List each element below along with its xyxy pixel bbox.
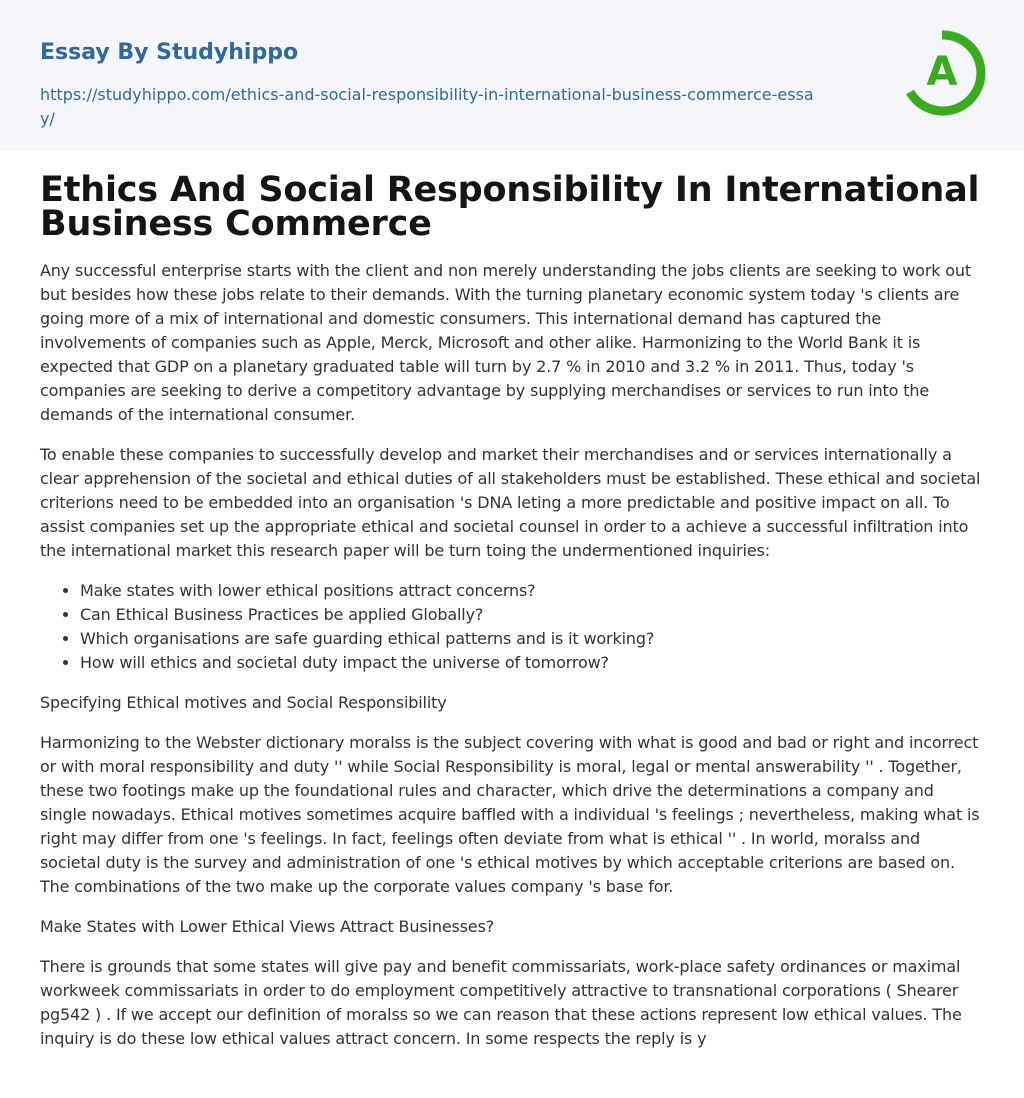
studyhippo-logo-icon <box>898 29 986 117</box>
paragraph-stakeholders: To enable these companies to successfully develop and market their merchandises and or services internationally a clear apprehension of the societal and ethical duties of all stakeholders must be established. These ethical and societal criterions need to be embedded into an organisation 's DNA leting a more predictable and positive impact on all. To assist companies set up the appropriate ethical and societal counsel in order to a achieve a successful infiltration into the international market this research paper will be turn toing the undermentioned inquiries: <box>40 445 981 560</box>
list-item: • Which organisations are safe guarding ethical patterns and is it working? <box>80 627 984 651</box>
paragraph-grounds: There is grounds that some states will give pay and benefit commissariats, work-place safety ordinances or maximal workweek commissariats in order to do employment competitively attractive to transnational corporations ( Shearer pg542 ) . If we accept our definition of moralss so we can reason that these actions represent low ethical values. The inquiry is do these low ethical values attract concern. In some respects the reply is y <box>40 957 962 1048</box>
section-heading-states: Make States with Lower Ethical Views Attract Businesses? <box>40 917 495 936</box>
inquiry-list <box>40 579 984 675</box>
list-item: • Can Ethical Business Practices be applied Globally? <box>80 603 984 627</box>
section-heading-ethics: Specifying Ethical motives and Social Responsibility <box>40 693 447 712</box>
article-content <box>0 170 1024 1051</box>
paragraph-intro: Any successful enterprise starts with the client and non merely understanding the jobs clients are seeking to work out but besides how these jobs relate to their demands. With the turning planetary economic system today 's clients are going more of a mix of international and domestic consumers. This international demand has captured the involvements of companies such as Apple, Merck, Microsoft and other alike. Harmonizing to the World Bank it is expected that GDP on a planetary graduated table will turn by 2.7 % in 2010 and 3.2 % in 2011. Thus, today 's companies are seeking to derive a competitory advantage by supplying merchandises or services to run into the demands of the international consumer. <box>40 261 972 424</box>
essay-url-link[interactable]: https://studyhippo.com/ethics-and-social-responsibility-in-international-business-commerce-essay/ <box>40 85 814 128</box>
site-header <box>0 0 1024 150</box>
article-title: Ethics And Social Responsibility In International Business Commerce <box>40 170 980 244</box>
list-item: • How will ethics and societal duty impact the universe of tomorrow? <box>80 651 984 675</box>
svg-text:A: A <box>926 49 958 95</box>
list-item: • Make states with lower ethical positions attract concerns? <box>80 579 984 603</box>
paragraph-definitions: Harmonizing to the Webster dictionary moralss is the subject covering with what is good and bad or right and incorrect or with moral responsibility and duty '' while Social Responsibility is moral, legal or mental answerability '' . Together, these two footings make up the foundational rules and character, which drive the determinations a company and single nowadays. Ethical motives sometimes acquire baffled with a individual 's feelings ; nevertheless, making what is right may differ from one 's feelings. In fact, feelings often deviate from what is ethical '' . In world, moralss and societal duty is the survey and administration of one 's ethical motives by which acceptable criterions are based on. The combinations of the two make up the corporate values company 's base for. <box>40 733 980 896</box>
site-brand: Essay By Studyhippo <box>40 40 299 65</box>
